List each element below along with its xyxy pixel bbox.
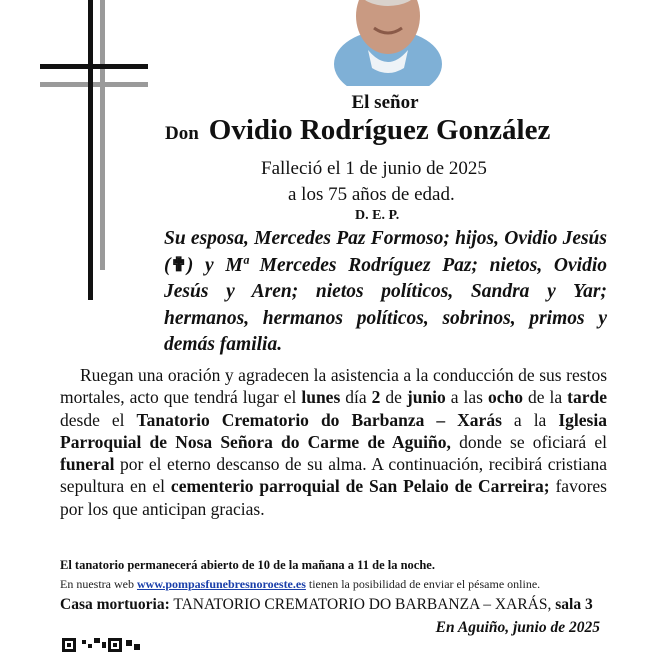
deceased-portrait (330, 0, 446, 86)
website-link[interactable]: www.pompasfunebresnoroeste.es (136, 577, 306, 591)
family-list (164, 226, 607, 359)
wake-place: TANATORIO CREMATORIO DO BARBANZA – XARÁS (169, 596, 548, 613)
small-cross-icon: ✟ (170, 254, 187, 276)
funeral-word: funeral (60, 454, 115, 475)
family-text-1: Su esposa, Mercedes Paz Formoso; hijos, Ovidio Jesús ( (164, 228, 607, 276)
service-text: de (380, 387, 407, 408)
service-text: Ruegan una oración y agradecen la asistencia a la conducción de sus restos mortales, acto que tendrá lugar el (60, 365, 607, 408)
cross-black-vertical (88, 0, 93, 300)
service-details (60, 364, 607, 520)
death-date: Falleció el 1 de junio de 2025 (261, 158, 487, 179)
service-text: día (340, 387, 372, 408)
deceased-name-row (165, 114, 550, 147)
service-text: de la (523, 387, 568, 408)
web-text: En nuestra web (60, 577, 137, 591)
opening-hours: El tanatorio permanecerá abierto de 10 de la mañana a 11 de la noche. (60, 558, 435, 572)
service-text: por el eterno descanso de su alma. A continuación, recibirá cristiana sepultura en el (60, 454, 607, 497)
web-text: tienen la posibilidad de enviar el pésame online. (305, 577, 541, 591)
cross-black-horizontal (40, 64, 148, 69)
service-hour: ocho (488, 387, 523, 408)
service-text: favores por los que anticipan gracias. (60, 476, 607, 519)
church: Iglesia Parroquial de Nosa Señora do Carme de Aguiño, (60, 409, 607, 452)
service-time-of-day: tarde (567, 387, 607, 408)
place-date-closing: En Aguiño, junio de 2025 (435, 619, 600, 636)
honorific: Don (165, 123, 199, 144)
wake-location (60, 596, 593, 614)
funeral-home: Tanatorio Crematorio do Barbanza – Xarás (136, 409, 502, 430)
cross-grey-horizontal (40, 82, 148, 87)
cross-grey-vertical (100, 0, 105, 270)
family-text-2: ) y Mª Mercedes Rodríguez Paz; nietos, Ovidio Jesús y Aren; nietos políticos, Sandra y Yar; hermanos, hermanos políticos, sobrinos, primos y demás familia. (164, 254, 607, 355)
wake-separator: , (547, 596, 556, 613)
rest-in-peace: D. E. P. (355, 208, 400, 223)
deceased-name: Ovidio Rodríguez González (208, 114, 551, 146)
service-text: a las (445, 387, 488, 408)
service-text: donde se oficiará el (450, 431, 608, 452)
cemetery: cementerio parroquial de San Pelaio de Carreira; (170, 476, 550, 497)
service-month: junio (406, 387, 446, 408)
service-text: desde el (60, 409, 137, 430)
wake-room: sala 3 (555, 596, 593, 613)
wake-label: Casa mortuoria: (60, 596, 170, 613)
service-text: a la (501, 409, 559, 430)
web-notice (60, 577, 540, 592)
age-at-death: a los 75 años de edad. (288, 184, 455, 205)
title-prefix: El señor (351, 92, 419, 113)
service-date-number: 2 (371, 387, 381, 408)
service-day: lunes (301, 387, 341, 408)
